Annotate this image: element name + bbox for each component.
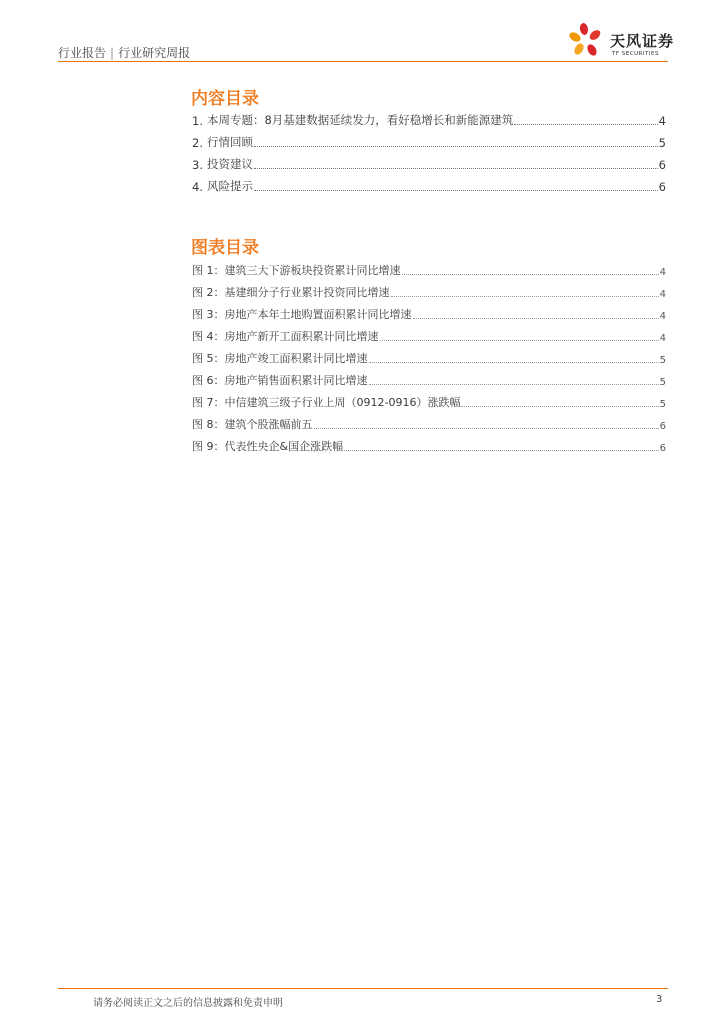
figure-item-8[interactable] (192, 416, 666, 432)
footer-divider (58, 988, 668, 989)
toc-item-number: 2. (192, 136, 203, 150)
figure-item-text: 图 9：代表性央企&国企涨跌幅 (192, 440, 344, 453)
figure-item-page: 4 (659, 311, 666, 322)
figure-item-text: 图 3：房地产本年土地购置面积累计同比增速 (192, 308, 412, 321)
logo-chinese-name: 天风证券 (610, 32, 675, 50)
toc-item-3[interactable] (192, 156, 666, 172)
footer-page-number: 3 (656, 994, 663, 1005)
toc-item-number: 4. (192, 180, 203, 194)
header-report-category: 行业研究周报 (118, 46, 191, 60)
header-report-type: 行业报告 (58, 46, 107, 60)
dot-leader (461, 405, 658, 407)
figure-item-5[interactable] (192, 350, 666, 366)
dot-leader (314, 427, 659, 429)
dot-leader (369, 361, 659, 363)
figure-item-text: 图 5：房地产竣工面积累计同比增速 (192, 352, 368, 365)
header-separator: | (110, 46, 115, 60)
figure-item-text: 图 4：房地产新开工面积累计同比增速 (192, 330, 379, 343)
dot-leader (514, 123, 657, 125)
figure-item-text: 图 1：建筑三大下游板块投资累计同比增速 (192, 264, 401, 277)
toc-item-text: 投资建议 (206, 157, 253, 171)
flower-logo-icon (568, 22, 608, 62)
toc-item-text: 行情回顾 (206, 135, 253, 149)
dot-leader (413, 317, 659, 319)
header-breadcrumb (58, 44, 190, 61)
figure-item-text: 图 7：中信建筑三级子行业上周（0912-0916）涨跌幅 (192, 396, 461, 409)
figure-item-page: 6 (659, 421, 666, 432)
toc-item-page: 6 (658, 180, 666, 194)
dot-leader (254, 189, 658, 191)
header-divider (58, 61, 668, 62)
figure-item-9[interactable] (192, 438, 666, 454)
figure-item-text: 图 6：房地产销售面积累计同比增速 (192, 374, 368, 387)
figure-item-text: 图 8：建筑个股涨幅前五 (192, 418, 313, 431)
dot-leader (380, 339, 659, 341)
toc-item-text: 本周专题：8月基建数据延续发力，看好稳增长和新能源建筑 (206, 113, 514, 127)
logo-english-name: TF SECURITIES (612, 51, 659, 57)
figure-item-2[interactable] (192, 284, 666, 300)
toc-item-page: 6 (658, 158, 666, 172)
figure-item-page: 6 (659, 443, 666, 454)
toc-item-2[interactable] (192, 134, 666, 150)
figure-item-3[interactable] (192, 306, 666, 322)
toc-item-4[interactable] (192, 178, 666, 194)
figures-title: 图表目录 (191, 238, 259, 258)
figure-item-4[interactable] (192, 328, 666, 344)
dot-leader (254, 167, 658, 169)
toc-item-1[interactable] (192, 112, 666, 128)
figure-item-page: 5 (659, 377, 666, 388)
dot-leader (344, 449, 659, 451)
company-logo (568, 22, 678, 62)
figure-item-text: 图 2：基建细分子行业累计投资同比增速 (192, 286, 390, 299)
figure-item-6[interactable] (192, 372, 666, 388)
figure-item-page: 4 (659, 333, 666, 344)
toc-title: 内容目录 (191, 89, 259, 109)
dot-leader (254, 145, 658, 147)
figure-item-page: 4 (659, 289, 666, 300)
figure-item-1[interactable] (192, 262, 666, 278)
figure-item-page: 5 (659, 399, 666, 410)
dot-leader (391, 295, 659, 297)
toc-item-number: 3. (192, 158, 203, 172)
figure-item-page: 5 (659, 355, 666, 366)
footer-disclaimer: 请务必阅读正文之后的信息披露和免责申明 (93, 998, 283, 1009)
figure-item-7[interactable] (192, 394, 666, 410)
toc-item-page: 4 (658, 114, 666, 128)
toc-item-number: 1. (192, 114, 203, 128)
toc-item-page: 5 (658, 136, 666, 150)
figure-item-page: 4 (659, 267, 666, 278)
dot-leader (369, 383, 659, 385)
toc-item-text: 风险提示 (206, 179, 253, 193)
dot-leader (402, 273, 659, 275)
